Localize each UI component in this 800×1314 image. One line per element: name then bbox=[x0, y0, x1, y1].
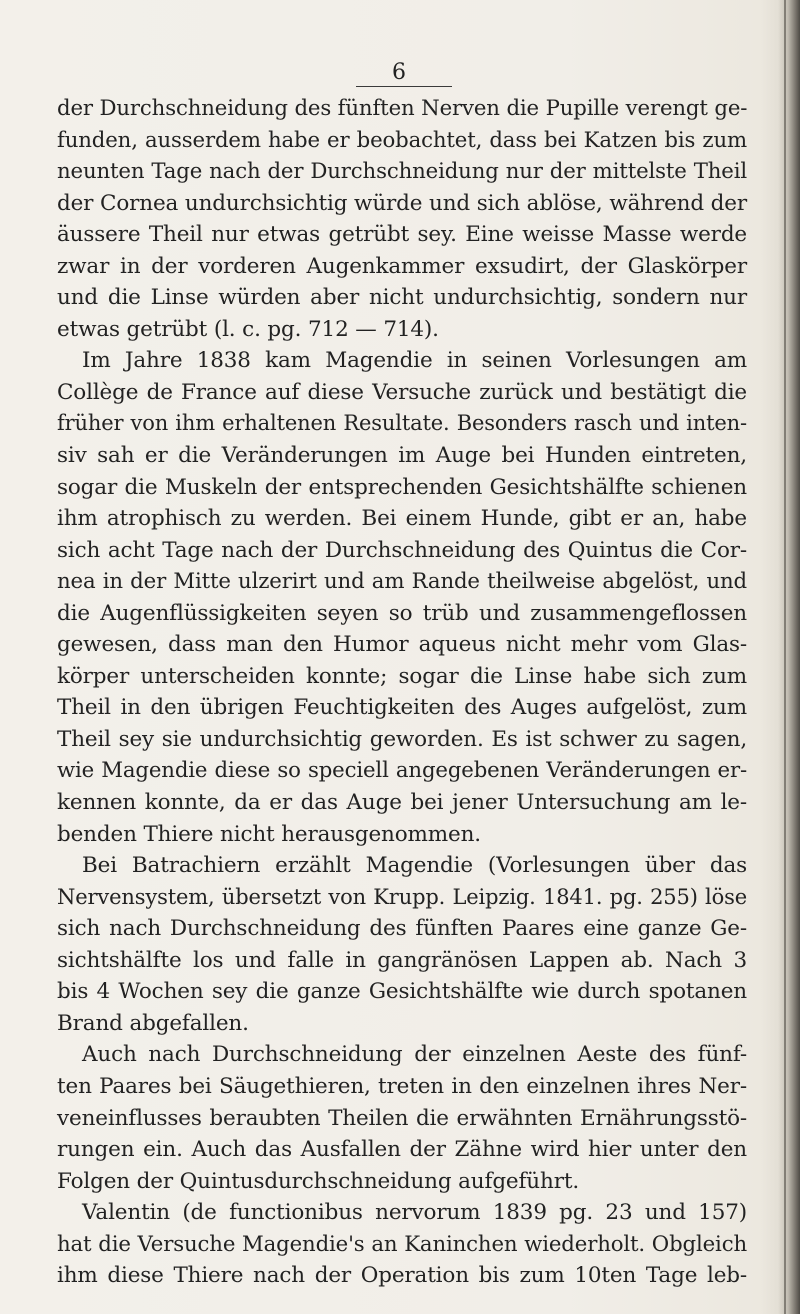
text-line: wie Magendie diese so speciell angegebenen Veränderungen er- bbox=[57, 758, 747, 784]
text-line: sich nach Durchschneidung des fünften Paares eine ganze Ge- bbox=[57, 916, 747, 942]
text-line: sogar die Muskeln der entsprechenden Gesichtshälfte schienen bbox=[57, 474, 747, 500]
text-line: rungen ein. Auch das Ausfallen der Zähne wird hier unter den bbox=[57, 1137, 747, 1163]
body-text bbox=[57, 93, 747, 1292]
text-line: Auch nach Durchschneidung der einzelnen Aeste des fünf- bbox=[82, 1042, 747, 1068]
text-line: sichtshälfte los und falle in gangränösen Lappen ab. Nach 3 bbox=[57, 947, 747, 973]
text-line: Im Jahre 1838 kam Magendie in seinen Vorlesungen am bbox=[82, 348, 747, 374]
text-line: früher von ihm erhaltenen Resultate. Besonders rasch und inten- bbox=[57, 411, 747, 436]
text-line: funden, ausserdem habe er beobachtet, dass bei Katzen bis zum bbox=[57, 127, 747, 153]
text-line: und die Linse würden aber nicht undurchsichtig, sondern nur bbox=[57, 285, 747, 311]
page-number: 6 bbox=[392, 60, 407, 85]
text-line: Bei Batrachiern erzählt Magendie (Vorlesungen über das bbox=[82, 853, 747, 879]
text-line: kennen konnte, da er das Auge bei jener Untersuchung am le- bbox=[57, 790, 747, 816]
text-line: hat die Versuche Magendie's an Kaninchen wiederholt. Obgleich bbox=[57, 1231, 747, 1257]
text-line: Valentin (de functionibus nervorum 1839 pg. 23 und 157) bbox=[82, 1200, 747, 1226]
text-line: sich acht Tage nach der Durchschneidung des Quintus die Cor- bbox=[57, 537, 747, 563]
text-line: äussere Theil nur etwas getrübt sey. Eine weisse Masse werde bbox=[57, 222, 747, 248]
text-line: gewesen, dass man den Humor aqueus nicht mehr vom Glas- bbox=[57, 632, 747, 658]
text-line: Folgen der Quintusdurchschneidung aufgeführt. bbox=[57, 1168, 580, 1194]
text-line: körper unterscheiden konnte; sogar die Linse habe sich zum bbox=[57, 663, 747, 689]
text-line: siv sah er die Veränderungen im Auge bei Hunden eintreten, bbox=[57, 443, 747, 469]
text-line: Theil sey sie undurchsichtig geworden. Es ist schwer zu sagen, bbox=[57, 726, 747, 752]
text-line: Collège de France auf diese Versuche zurück und bestätigt die bbox=[57, 379, 747, 405]
text-line: Theil in den übrigen Feuchtigkeiten des Auges aufgelöst, zum bbox=[57, 695, 747, 721]
header-rule bbox=[356, 86, 452, 87]
text-line: veneinflusses beraubten Theilen die erwähnten Ernährungsstö- bbox=[57, 1105, 747, 1131]
text-line: nea in der Mitte ulzerirt und am Rande theilweise abgelöst, und bbox=[57, 569, 747, 595]
text-line: ihm diese Thiere nach der Operation bis zum 10ten Tage leb- bbox=[57, 1263, 747, 1289]
text-line: ten Paares bei Säugethieren, treten in den einzelnen ihres Ner- bbox=[57, 1073, 747, 1099]
text-line: ihm atrophisch zu werden. Bei einem Hunde, gibt er an, habe bbox=[57, 506, 747, 532]
text-line: der Cornea undurchsichtig würde und sich ablöse, während der bbox=[57, 190, 747, 216]
text-line: benden Thiere nicht herausgenommen. bbox=[57, 821, 481, 847]
text-line: zwar in der vorderen Augenkammer exsudirt, der Glaskörper bbox=[57, 253, 747, 279]
text-line: Nervensystem, übersetzt von Krupp. Leipzig. 1841. pg. 255) löse bbox=[57, 884, 747, 909]
text-line: neunten Tage nach der Durchschneidung nur der mittelste Theil bbox=[57, 159, 747, 185]
text-line: Brand abgefallen. bbox=[57, 1010, 249, 1036]
text-line: bis 4 Wochen sey die ganze Gesichtshälfte wie durch spotanen bbox=[57, 979, 747, 1005]
text-line: der Durchschneidung des fünften Nerven die Pupille verengt ge- bbox=[57, 96, 748, 121]
text-line: die Augenflüssigkeiten seyen so trüb und zusammengeflossen bbox=[57, 600, 747, 626]
text-line: etwas getrübt (l. c. pg. 712 — 714). bbox=[57, 316, 439, 342]
binding-shadow bbox=[778, 0, 800, 1314]
